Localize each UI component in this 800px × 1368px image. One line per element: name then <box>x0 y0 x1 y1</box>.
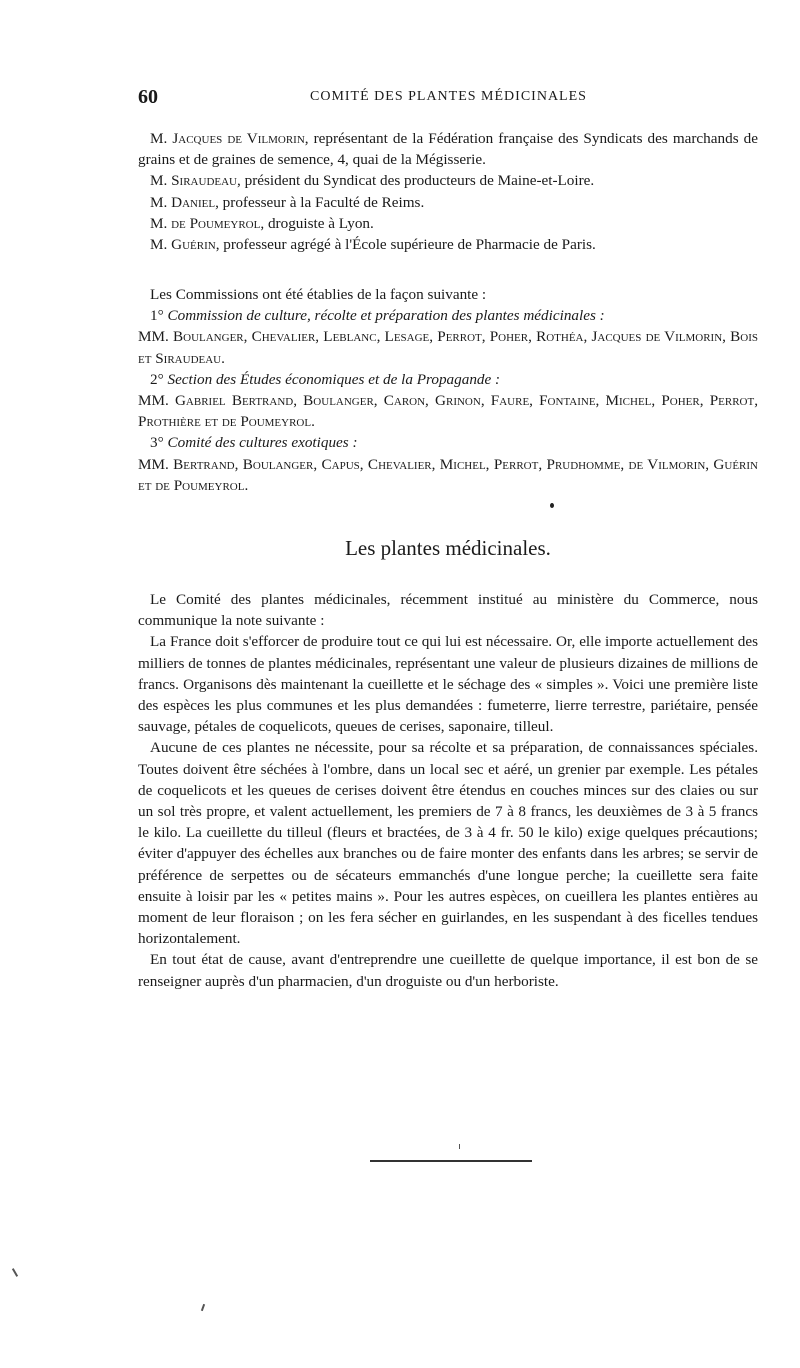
scan-speck <box>12 1268 18 1277</box>
member-prefix: M. <box>150 130 173 147</box>
commission-title <box>138 305 758 326</box>
commission-number: 1° <box>150 307 168 325</box>
member-name: Guérin <box>171 236 216 254</box>
end-rule <box>370 1160 532 1162</box>
commission-members <box>138 390 758 432</box>
commissions-intro: Les Commissions ont été établies de la façon suivante : <box>150 286 487 303</box>
commission-name: Comité des cultures exotiques : <box>167 434 358 452</box>
member-entry <box>138 128 758 170</box>
scan-speck <box>201 1304 205 1311</box>
article-paragraph: La France doit s'efforcer de produire tout ce qui lui est nécessaire. Or, elle importe actuellement des milliers de tonnes de plantes médicinales, représentant une valeur de plusieurs dizaines de millions de francs. Organisons dès maintenant la cueillette et le séchage des « simples ». Voici une première liste des espèces les plus communes et les plus demandées : fumeterre, lierre terrestre, pariétaire, pensée sauvage, pétales de coquelicots, queues de cerises, saponaire, tilleul. <box>138 633 758 736</box>
member-name: Daniel <box>171 193 216 211</box>
member-name: Siraudeau <box>171 172 237 190</box>
article-paragraph: En tout état de cause, avant d'entreprendre une cueillette de quelque importance, il est bon de se renseigner auprès d'un pharmacien, d'un droguiste ou d'un herboriste. <box>138 951 758 990</box>
members-list <box>138 128 758 255</box>
member-role: , président du Syndicat des producteurs de Maine-et-Loire. <box>237 172 595 190</box>
member-role: , droguiste à Lyon. <box>260 214 374 232</box>
running-head: COMITÉ DES PLANTES MÉDICINALES <box>310 89 587 104</box>
commission-name: Commission de culture, récolte et préparation des plantes médicinales : <box>167 307 605 325</box>
page-header <box>138 86 758 108</box>
article-paragraph: Aucune de ces plantes ne nécessite, pour sa récolte et sa préparation, de connaissances spéciales. Toutes doivent être séchées à l'ombre, dans un local sec et aéré, un grenier par exemple. Les pétales de coquelicots et les queues de cerises doivent être étendus en couches minces sur des claies ou sur un sol très propre, et valent actuellement, les premiers de 7 à 8 francs, les deuxièmes de 3 à 5 francs le kilo. La cueillette du tilleul (fleurs et bractées, de 3 à 4 fr. 50 le kilo) exige quelques précautions; éviter d'appuyer des échelles aux branches ou de faire monter des enfants dans les arbres; se servir de préférence de serpettes ou de sécateurs emmanchés d'une longue perche; la cueillette sera faite ensuite à loisir par les « petites mains ». Pour les autres espèces, on cueillera les plantes entières au moment de leur floraison ; on les fera sécher en guirlandes, en les suspendant à des ficelles tendues horizontalement. <box>138 739 758 948</box>
commissions-section <box>138 284 758 496</box>
member-entry <box>138 170 758 191</box>
commission-members <box>138 326 758 368</box>
commission-title <box>138 432 758 453</box>
members-names: Bertrand, Boulanger, Capus, Chevalier, Michel, Perrot, Prudhomme, de Vilmorin, Guérin et de Poumeyrol. <box>138 455 758 494</box>
members-names: Boulanger, Chevalier, Leblanc, Lesage, Perrot, Poher, Rothéa, Jacques de Vilmorin, Bois et Siraudeau. <box>138 328 759 367</box>
article-title: Les plantes médicinales. <box>345 536 551 560</box>
members-prefix: MM. <box>138 392 175 410</box>
member-prefix: M. <box>150 172 172 190</box>
commission-name: Section des Études économiques et de la Propagande : <box>167 370 501 388</box>
member-entry <box>138 192 758 213</box>
members-names: Gabriel Bertrand, Boulanger, Caron, Grinon, Faure, Fontaine, Michel, Poher, Perrot, Prothière et de Poumeyrol. <box>138 392 758 431</box>
members-prefix: MM. <box>138 328 173 346</box>
member-entry <box>138 234 758 255</box>
member-role: , professeur à la Faculté de Reims. <box>215 193 425 211</box>
commission-number: 2° <box>150 370 168 388</box>
member-prefix: M. <box>150 193 172 211</box>
article-paragraph: Le Comité des plantes médicinales, récemment institué au ministère du Commerce, nous communique la note suivante : <box>138 591 758 630</box>
scan-speck <box>459 1144 460 1149</box>
member-name: Jacques de Vilmorin <box>172 130 305 147</box>
member-entry <box>138 213 758 234</box>
commission-members <box>138 454 758 496</box>
article-body <box>138 589 758 992</box>
member-role: , professeur agrégé à l'École supérieure de Pharmacie de Paris. <box>215 236 596 254</box>
member-prefix: M. <box>150 236 172 254</box>
member-name: de Poumeyrol <box>171 214 261 232</box>
members-prefix: MM. <box>138 455 174 473</box>
commission-title <box>138 369 758 390</box>
print-speck <box>550 503 554 508</box>
member-role: , représentant de la Fédération française des Syndicats des marchands de grains et de graines de semence, 4, quai de la Mégisserie. <box>138 130 758 169</box>
member-prefix: M. <box>150 214 172 232</box>
page-number: 60 <box>138 86 158 108</box>
commission-number: 3° <box>150 434 168 452</box>
